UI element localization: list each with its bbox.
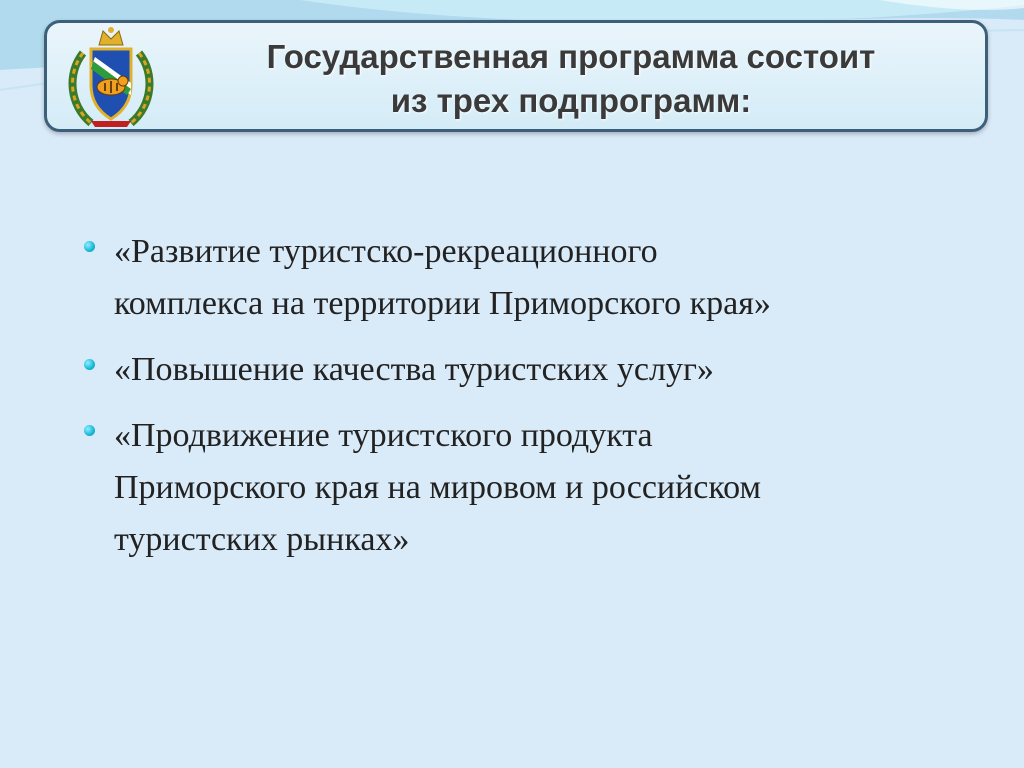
list-item-line: «Продвижение туристского продукта <box>114 417 653 454</box>
coat-of-arms-icon <box>61 23 161 133</box>
list-item-line: «Повышение качества туристских услуг» <box>114 351 714 388</box>
list-item <box>84 410 944 566</box>
bullet-icon <box>84 359 95 370</box>
bullet-icon <box>84 425 95 436</box>
title-box <box>44 20 988 132</box>
list-item-line: комплекса на территории Приморского края» <box>114 285 771 322</box>
subprogram-list <box>84 226 944 580</box>
list-item-line: Приморского края на мировом и российском <box>114 469 762 506</box>
title-line-1: Государственная программа состоит <box>266 38 876 75</box>
bullet-icon <box>84 241 95 252</box>
list-item <box>84 344 944 396</box>
title-line-2: из трех подпрограмм: <box>390 82 752 119</box>
list-item-line: туристских рынках» <box>114 521 410 558</box>
list-item-line: «Развитие туристско-рекреационного <box>114 233 658 270</box>
list-item <box>84 226 944 330</box>
page-title <box>187 35 955 123</box>
